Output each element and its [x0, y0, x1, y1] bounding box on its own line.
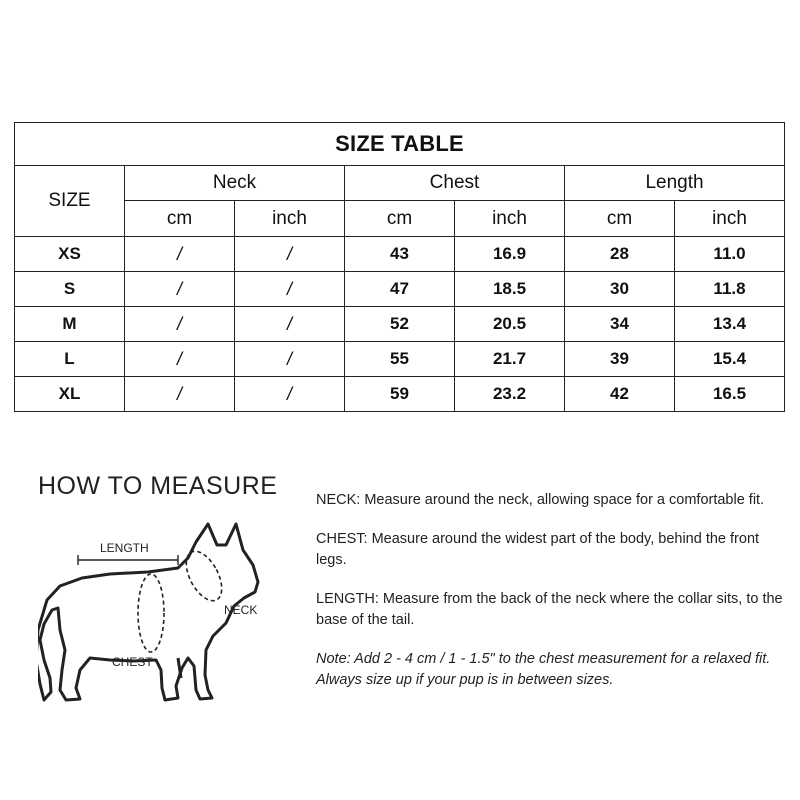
- length-instruction: LENGTH: Measure from the back of the neck where the collar sits, to the base of the tail.: [316, 591, 783, 628]
- length-inch-cell: 15.4: [675, 342, 785, 377]
- size-table: [14, 122, 785, 412]
- length-cm-cell: 34: [565, 307, 675, 342]
- unit-header: cm: [565, 201, 675, 237]
- size-column-header: SIZE: [15, 166, 125, 237]
- length-inch-cell: 16.5: [675, 377, 785, 412]
- chest-cm-cell: 52: [345, 307, 455, 342]
- neck-cm-cell: /: [125, 377, 235, 412]
- table-row: [15, 237, 785, 272]
- length-group-header: Length: [565, 166, 785, 201]
- size-cell: XL: [15, 377, 125, 412]
- unit-header: cm: [125, 201, 235, 237]
- chest-inch-cell: 20.5: [455, 307, 565, 342]
- size-cell: XS: [15, 237, 125, 272]
- chest-cm-cell: 43: [345, 237, 455, 272]
- table-row: [15, 272, 785, 307]
- chest-inch-cell: 23.2: [455, 377, 565, 412]
- neck-group-header: Neck: [125, 166, 345, 201]
- chest-inch-cell: 18.5: [455, 272, 565, 307]
- unit-header: cm: [345, 201, 455, 237]
- size-cell: L: [15, 342, 125, 377]
- neck-cm-cell: /: [125, 342, 235, 377]
- neck-inch-cell: /: [235, 307, 345, 342]
- chest-measure-ring: [138, 574, 164, 652]
- chest-cm-cell: 55: [345, 342, 455, 377]
- neck-label: NECK: [224, 603, 258, 617]
- length-inch-cell: 11.8: [675, 272, 785, 307]
- fit-note: Note: Add 2 - 4 cm / 1 - 1.5" to the chest measurement for a relaxed fit. Always size up if your pup is in between sizes.: [316, 651, 771, 688]
- unit-header: inch: [675, 201, 785, 237]
- length-cm-cell: 30: [565, 272, 675, 307]
- length-label: LENGTH: [100, 541, 149, 555]
- how-to-measure-title: HOW TO MEASURE: [38, 472, 278, 500]
- neck-inch-cell: /: [235, 237, 345, 272]
- length-cm-cell: 42: [565, 377, 675, 412]
- length-cm-cell: 28: [565, 237, 675, 272]
- neck-inch-cell: /: [235, 377, 345, 412]
- table-row: [15, 377, 785, 412]
- length-inch-cell: 11.0: [675, 237, 785, 272]
- chest-cm-cell: 59: [345, 377, 455, 412]
- chest-label: CHEST: [112, 655, 153, 669]
- chest-inch-cell: 16.9: [455, 237, 565, 272]
- neck-measure-ring: [179, 546, 229, 607]
- chest-cm-cell: 47: [345, 272, 455, 307]
- chest-group-header: Chest: [345, 166, 565, 201]
- table-row: [15, 307, 785, 342]
- size-cell: M: [15, 307, 125, 342]
- chest-instruction: CHEST: Measure around the widest part of the body, behind the front legs.: [316, 531, 760, 568]
- neck-inch-cell: /: [235, 272, 345, 307]
- neck-cm-cell: /: [125, 272, 235, 307]
- neck-instruction: NECK: Measure around the neck, allowing space for a comfortable fit.: [316, 492, 765, 508]
- neck-inch-cell: /: [235, 342, 345, 377]
- neck-cm-cell: /: [125, 237, 235, 272]
- neck-cm-cell: /: [125, 307, 235, 342]
- measurement-instructions: [316, 490, 792, 709]
- dog-measurement-diagram: [38, 510, 278, 710]
- length-cm-cell: 39: [565, 342, 675, 377]
- unit-header: inch: [455, 201, 565, 237]
- chest-inch-cell: 21.7: [455, 342, 565, 377]
- table-row: [15, 342, 785, 377]
- table-title: SIZE TABLE: [15, 123, 785, 166]
- length-inch-cell: 13.4: [675, 307, 785, 342]
- unit-header: inch: [235, 201, 345, 237]
- size-cell: S: [15, 272, 125, 307]
